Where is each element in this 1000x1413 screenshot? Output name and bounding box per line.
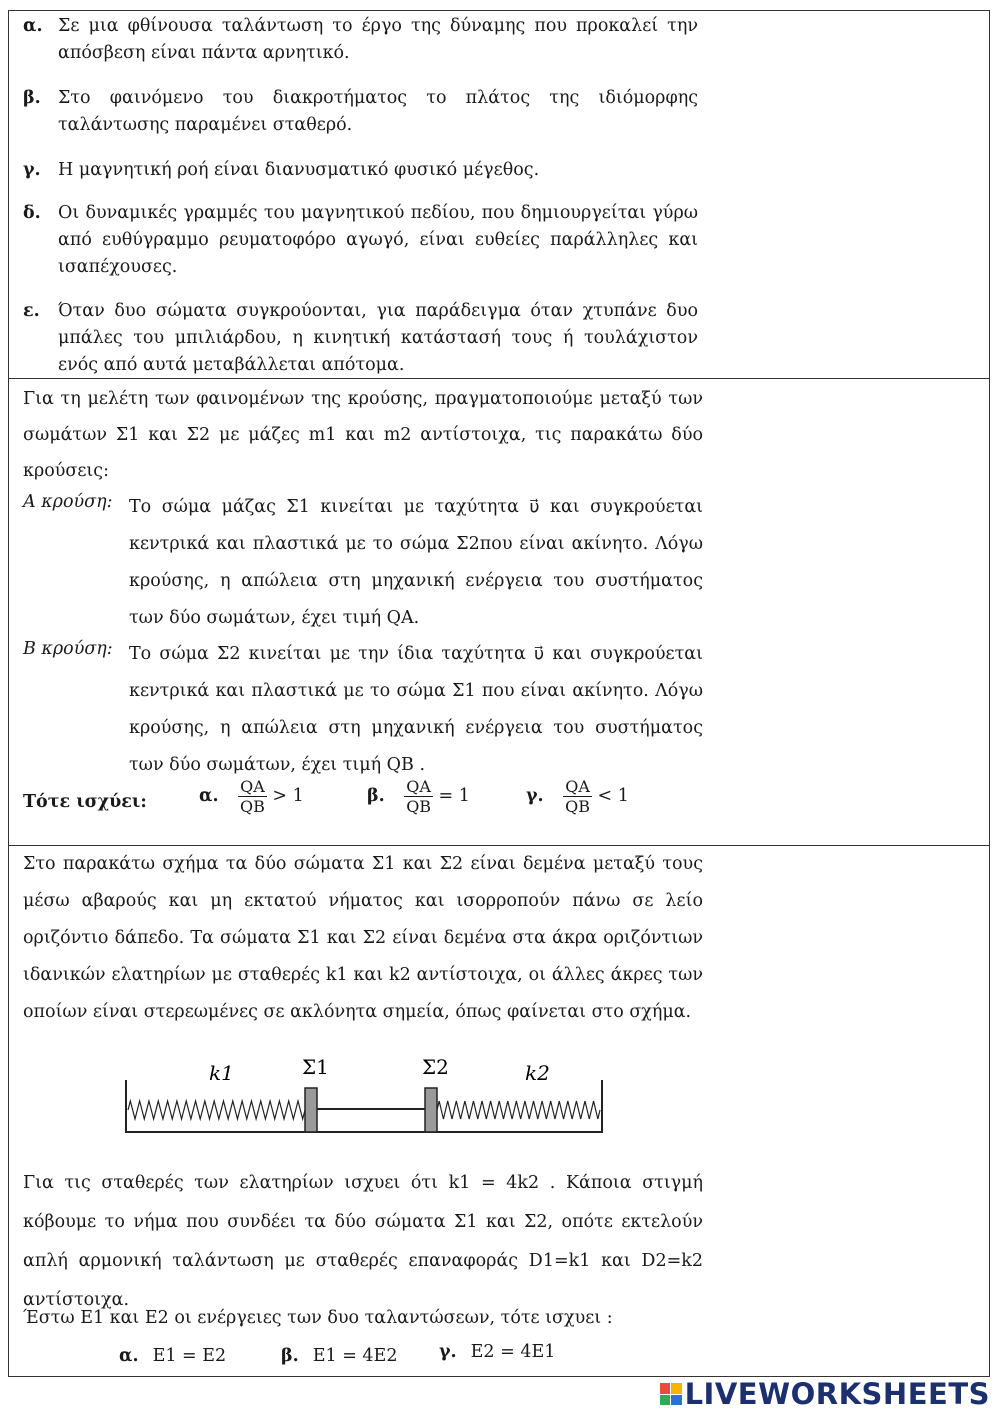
item-label-b: β. (23, 88, 41, 108)
label-k1: k1 (209, 1061, 234, 1085)
option-equation: E1 = E2 (152, 1346, 227, 1366)
option-relation: = 1 (438, 786, 470, 806)
spring-figure (119, 1050, 609, 1136)
collision-question-section (8, 379, 990, 846)
liveworksheets-logo[interactable] (660, 1378, 990, 1410)
option-label: γ. (526, 786, 544, 806)
label-s1: Σ1 (302, 1055, 329, 1079)
item-label-c: γ. (23, 160, 41, 180)
spring-intro: Στο παρακάτω σχήμα τα δύο σώματα Σ1 και Σ2 είναι δεμένα μεταξύ τους μέσω αβαρούς και μη εκτατού νήματος και ισορροπούν πάνω σε λείο οριζόντιο δάπεδο. Τα σώματα Σ1 και Σ2 είναι δεμένα στα άκρα οριζόντιων ιδανικών ελατηρίων με σταθερές k1 και k2 αντίστοιχα, οι άλλες άκρες των οποίων είναι στερεωμένες σε ακλόνητα σημεία, όπως φαίνεται στο σχήμα. (23, 854, 703, 1022)
collision-intro: Για τη μελέτη των φαινομένων της κρούσης, πραγματοποιούμε μεταξύ των σωμάτων Σ1 και Σ2 με μάζες m1 και m2 αντίστοιχα, τις παρακάτω δύο κρούσεις: (23, 389, 703, 481)
option-label: α. (119, 1346, 139, 1366)
collision-option-b[interactable] (367, 777, 470, 816)
option-relation: < 1 (597, 786, 629, 806)
item-label-e: ε. (23, 301, 40, 321)
logo-mark-icon (660, 1383, 682, 1405)
item-text-b: Στο φαινόμενο του διακροτήματος το πλάτος της ιδιόμορφης ταλάντωσης παραμένει σταθερό. (58, 88, 698, 135)
spring-k2 (437, 1101, 600, 1119)
label-k2: k2 (525, 1061, 550, 1085)
collision-b-text: Το σώμα Σ2 κινείται με την ίδια ταχύτητα υ⃗ και συγκρούεται κεντρικά και πλαστικά με το σώμα Σ1 που είναι ακίνητο. Λόγω κρούσης, η απώλεια στη μηχανική ενέργεια του συστήματος των δύο σωμάτων, έχει τιμή QB . (129, 644, 703, 775)
item-text-d: Οι δυναμικές γραμμές του μαγνητικού πεδίου, που δημιουργείται γύρω από ευθύγραμμο ρευματοφόρο αγωγό, είναι ευθείες παράλληλες και ισαπέχουσες. (58, 203, 698, 277)
then-holds-label: Τότε ισχύει: (23, 792, 147, 812)
block-s1 (305, 1088, 317, 1132)
option-label: α. (199, 786, 219, 806)
collision-a-label: Α κρούση: (23, 492, 113, 512)
energy-option-b[interactable] (281, 1346, 397, 1366)
option-label: β. (367, 786, 385, 806)
energy-option-a[interactable] (119, 1346, 226, 1366)
option-label: γ. (439, 1342, 457, 1362)
item-label-a: α. (23, 16, 43, 36)
option-equation: E2 = 4E1 (470, 1342, 556, 1362)
ratio-fraction: $\frac{QA}{QB}$ (406, 777, 432, 816)
item-text-e: Όταν δυο σώματα συγκρούονται, για παράδειγμα όταν χτυπάνε δυο μπάλες του μπιλιάρδου, η κινητική κατάστασή τους ή τουλάχιστον ενός από αυτά μεταβάλλεται απότομα. (58, 301, 698, 375)
spring-k1 (128, 1101, 305, 1119)
collision-b-label: Β κρούση: (23, 639, 113, 659)
item-text-a: Σε μια φθίνουσα ταλάντωση το έργο της δύναμης που προκαλεί την απόσβεση είναι πάντα αρνητικό. (58, 16, 698, 63)
collision-a-text: Το σώμα μάζας Σ1 κινείται με ταχύτητα υ⃗ και συγκρούεται κεντρικά και πλαστικά με το σώμα Σ2που είναι ακίνητο. Λόγω κρούσης, η απώλεια στη μηχανική ενέργεια του συστήματος των δύο σωμάτων, έχει τιμή QA. (129, 497, 703, 628)
energy-option-c[interactable] (439, 1342, 555, 1362)
block-s2 (425, 1088, 437, 1132)
spring-para2: Για τις σταθερές των ελατηρίων ισχυει ότι k1 = 4k2 . Κάποια στιγμή κόβουμε το νήμα που συνδέει τα δύο σώματα Σ1 και Σ2, οπότε εκτελούν απλή αρμονική ταλάντωση με σταθερές επαναφοράς D1=k1 και D2=k2 αντίστοιχα. (23, 1173, 703, 1310)
label-s2: Σ2 (422, 1055, 449, 1079)
item-text-c: Η μαγνητική ροή είναι διανυσματικό φυσικό μέγεθος. (58, 160, 540, 180)
item-label-d: δ. (23, 203, 41, 223)
option-relation: > 1 (272, 786, 304, 806)
ratio-fraction: $\frac{QA}{QB}$ (240, 777, 265, 816)
option-label: β. (281, 1346, 299, 1366)
spring-question-section (8, 846, 990, 1377)
spring-para3: Έστω Ε1 και Ε2 οι ενέργειες των δυο ταλαντώσεων, τότε ισχυει : (23, 1308, 613, 1328)
true-false-section (8, 10, 990, 379)
logo-text: LIVEWORKSHEETS (684, 1377, 990, 1411)
collision-option-a[interactable] (199, 777, 304, 816)
option-equation: E1 = 4E2 (312, 1346, 398, 1366)
ratio-fraction: $\frac{QA}{QB}$ (565, 777, 590, 816)
collision-option-c[interactable] (526, 777, 629, 816)
